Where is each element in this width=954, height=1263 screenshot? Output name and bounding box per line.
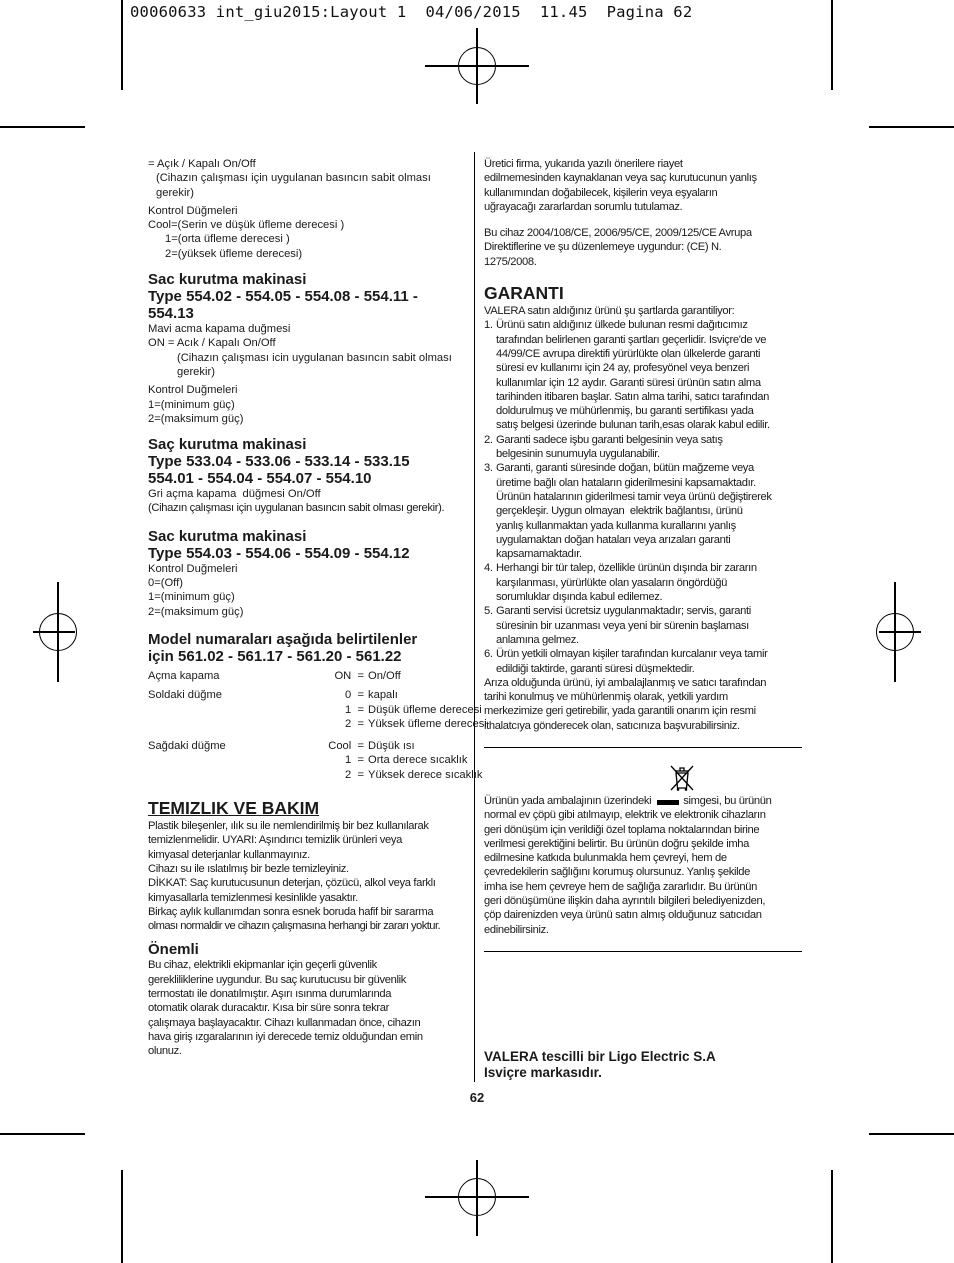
text-line: edildiği taktirde, garanti süresi düşmektedir.	[496, 662, 695, 675]
item-number: 5.	[484, 605, 493, 618]
text-line: tarihinden itibaren başlar. Satın alma tarihi, satıcı tarafından	[496, 390, 769, 403]
item-number: 1.	[484, 319, 493, 332]
text-line: normal ev çöpü gibi atılmayıp, elektrik ve elektronik cihazların	[484, 809, 766, 822]
warranty-item	[484, 461, 802, 561]
text-line: merkezimize geri getirebilir, yada garantili onarım için resmi	[484, 705, 756, 718]
text-line: Herhangi bir tür talep, özellikle ürünün dışında bir zararın	[496, 562, 757, 575]
text-line: ithalatcıya gönderecek olan, satıcınıza başvurabilirsiniz.	[484, 719, 740, 732]
crop-mark	[0, 126, 85, 128]
item-number: 4.	[484, 562, 493, 575]
text-line: edilmemesinden kaynaklanan veya saç kurutucunun yanlış	[484, 172, 757, 185]
text-line: 1=(minimum güç)	[148, 591, 235, 604]
text-line: Gri açma kapama düğmesi On/Off	[148, 488, 321, 501]
spec-value: Düşük üfleme derecesi	[368, 703, 482, 716]
text-line: anlamına gelmez.	[496, 633, 579, 646]
crop-mark	[869, 1133, 954, 1135]
text-line: temizlenmelidir. UYARI: Aşındırıcı temizlik ürünleri veya	[148, 834, 403, 847]
text-line: geri dönüşümüne ilişkin daha ayrıntılı bilgileri belediyenizden,	[484, 895, 766, 908]
crop-mark	[831, 1170, 833, 1263]
text-line: otomatik olarak duracaktır. Kısa bir süre sonra tekrar	[148, 1002, 390, 1015]
text-line: Kontrol Duğmeleri	[148, 384, 238, 397]
text-line: çöp dairenizden veya ürünü satın almış olduğunuz satıcıdan	[484, 909, 762, 922]
text-line: 0=(Off)	[148, 577, 183, 590]
text-line: verilmesi gerektiğini belirtir. Bu ürünün doğru şekilde imha	[484, 837, 750, 850]
crop-mark	[121, 1170, 123, 1263]
spec-label: Soldaki düğme	[148, 689, 223, 702]
text-line: (Cihazın çalışması için uygulanan basıncın sabit olması	[156, 172, 431, 185]
crop-mark	[0, 1133, 85, 1135]
text-line: geri dönüşüm için verildiği özel toplama noktalarından birine	[484, 823, 760, 836]
text-line: çalışmaya başlayacaktır. Cihazı kullanmadan önce, cihazın	[148, 1016, 421, 1029]
onemli-heading: Önemli	[148, 941, 199, 959]
crop-mark	[121, 0, 123, 90]
right-column	[484, 157, 802, 952]
text-line: 1275/2008.	[484, 255, 537, 268]
spec-value: Orta derece sıcaklık	[368, 754, 468, 767]
separator	[484, 951, 802, 952]
spec-key: ON =	[334, 669, 364, 682]
section-heading: Model numaraları aşağıda belirtilenler	[148, 630, 418, 648]
section-heading: Type 554.02 - 554.05 - 554.08 - 554.11 -	[148, 288, 418, 306]
text-line: Arıza olduğunda ürünü, iyi ambalajlanmış ve satıcı tarafından	[484, 676, 767, 689]
text-line: Direktiflerine ve şu düzenlemeye uygundur: (CE) N.	[484, 241, 722, 254]
text-line: gerçekleşir. Uygun olmayan elektrik bağlantısı, ürünü	[496, 505, 743, 518]
spec-value: Düşük ısı	[368, 740, 415, 753]
text-line: olunuz.	[148, 1045, 182, 1058]
brand-line: VALERA tescilli bir Ligo Electric S.A	[484, 1049, 716, 1064]
text-line: Bu cihaz, elektrikli ekipmanlar için geçerli güvenlik	[148, 959, 377, 972]
text-line: tarafından belirlenen garanti şartları geçerlidir. Isviçre'de ve	[496, 333, 767, 346]
text-line: DİKKAT: Saç kurutucusunun deterjan, çözücü, alkol veya farklı	[148, 877, 436, 890]
spec-value: Yüksek üfleme derecesi	[368, 717, 487, 730]
spec-value: Yüksek derece sıcaklık	[368, 768, 483, 781]
brand-note	[484, 1049, 802, 1081]
text-line: imha ise hem çevreye hem de sağlığa zararlıdır. Bu ürünün	[484, 880, 757, 893]
text-line: gerekir)	[177, 365, 215, 378]
spec-key: 1 =	[345, 754, 364, 767]
text-line: belgesinin sunumuyla uygulanabilir.	[496, 448, 660, 461]
text-line: üretime bağlı olan hataların giderilmesini kapsamaktadır.	[496, 476, 756, 489]
warranty-item	[484, 318, 802, 432]
text-line: simgesi, bu ürünün	[683, 794, 772, 807]
text-line: tarihi konulmuş ve mühürlenmiş olarak, yetkili yardım	[484, 691, 728, 704]
text-line: = Açık / Kapalı On/Off	[148, 158, 256, 170]
text-line: Garanti sadece işbu garanti belgesinin veya satış	[496, 433, 723, 446]
spec-value: kapalı	[368, 689, 398, 702]
page-number: 62	[469, 1090, 485, 1105]
temizlik-heading: TEMIZLIK VE BAKIM	[148, 798, 320, 819]
warranty-item	[484, 647, 802, 676]
weee-symbol-row	[484, 764, 802, 794]
text-line: kullanımlar için 12 aydır. Garanti süresi ürünün satın alma	[496, 376, 761, 389]
crop-mark	[869, 126, 954, 128]
text-line: hava giriş ızgaralarının iyi derecede temiz olduğundan emin	[148, 1030, 423, 1043]
text-line: (Cihazın çalışması icin uygulanan basıncın sabit olması	[177, 351, 452, 364]
section-heading: Type 554.03 - 554.06 - 554.09 - 554.12	[148, 544, 410, 562]
weee-bin-icon	[669, 764, 695, 796]
section-heading: 554.13	[148, 305, 194, 323]
text-line: süresi ev kullanımı için 24 ay, profesyönel veya benzeri	[496, 362, 750, 375]
section-heading: 554.01 - 554.04 - 554.07 - 554.10	[148, 470, 372, 488]
text-line: termostatı ile donatılmıştır. Aşırı ısınma durumlarında	[148, 987, 392, 1000]
warranty-item	[484, 604, 802, 647]
text-line: Cihazı su ile ıslatılmış bir bezle temizleyiniz.	[148, 862, 349, 875]
text-line: Ürün yetkili olmayan kişiler tarafından kurcalanır veya tamir	[496, 648, 768, 661]
spec-key: Cool =	[328, 740, 364, 753]
warranty-item	[484, 433, 802, 462]
spec-key: 2 =	[345, 768, 364, 781]
text-line: 44/99/CE avrupa direktifi yürürlükte olan ülkelerde garanti	[496, 347, 761, 360]
column-divider	[474, 152, 475, 1082]
text-line: 1=(minimum güç)	[148, 398, 235, 411]
text-line: Birkaç aylık kullanımdan sonra esnek boruda hafif bir sararma	[148, 905, 434, 918]
text-line: 1=(orta üfleme derecesi )	[165, 233, 290, 246]
left-column	[148, 157, 487, 1058]
spec-table	[148, 669, 487, 782]
text-line: olması normaldir ve cihazın çalışmasına herhangi bir zararı yoktur.	[148, 920, 441, 933]
spec-label: Açma kapama	[148, 669, 220, 682]
text-line: yanlış kullanmaktan yada kullanma kurallarını yanlış	[496, 519, 736, 532]
text-line: Ürünü satın aldığınız ülkede bulunan resmi dağıtıcımız	[496, 319, 748, 332]
text-line: çevredekilerin sağlığını korumuş olursunuz. Yanlış şekilde	[484, 866, 750, 879]
garanti-heading: GARANTI	[484, 283, 564, 304]
text-line: sorumluklar dışında kabul edilemez.	[496, 591, 663, 604]
item-number: 3.	[484, 462, 493, 475]
text-line: uygulamaktan doğan hataları veya arızaları garanti	[496, 533, 731, 546]
section-heading: Saç kurutma makinasi	[148, 436, 307, 454]
spec-key: 1 =	[345, 703, 364, 716]
text-line: VALERA satın aldığınız ürünü şu şartlarda garantiliyor:	[484, 305, 735, 318]
text-line: Kontrol Duğmeleri	[148, 562, 238, 575]
text-line: Kontrol Düğmeleri	[148, 204, 238, 217]
slug-header: 00060633 int_giu2015:Layout 1 04/06/2015 11.45 Pagina 62	[130, 3, 693, 21]
text-line: Mavi acma kapama duğmesi	[148, 323, 291, 336]
text-line: Garanti servisi ücretsiz uygulanmaktadır; servis, garanti	[496, 605, 751, 618]
text-line: kullanımından doğabilecek, kişilerin veya eşyaların	[484, 186, 718, 199]
text-line: uğrayacağı zararlardan sorumlu tutulamaz.	[484, 200, 683, 213]
text-line: gerekliliklerine uygundur. Bu saç kurutucusu bir güvenlik	[148, 973, 407, 986]
spec-key: 0 =	[345, 689, 364, 702]
spec-label: Sağdaki düğme	[148, 740, 226, 753]
weee-bar-icon	[657, 800, 679, 805]
text-line: satış belgesi üzerinde bulunan tarih,esas olarak kabul edilir.	[496, 419, 770, 432]
crop-mark	[831, 0, 833, 90]
brand-line: Isviçre markasıdır.	[484, 1065, 602, 1080]
text-line: doldurulmuş ve mühürlenmiş, bu garanti sertifikası yada	[496, 405, 754, 418]
item-number: 6.	[484, 648, 493, 661]
text-line: 2=(maksimum güç)	[148, 605, 244, 618]
text-line: Üretici firma, yukarıda yazılı önerilere riayet	[484, 158, 683, 170]
text-line: Ürünün yada ambalajının üzerindeki	[484, 794, 652, 807]
section-heading: için 561.02 - 561.17 - 561.20 - 561.22	[148, 647, 402, 665]
text-line: kapsamamaktadır.	[496, 548, 582, 561]
text-line: Ürünün hatalarının giderilmesi tamir veya ürünü değiştirerek	[496, 490, 772, 503]
text-line: karşılanması, yürürlükte olan yasaların öngördüğü	[496, 576, 727, 589]
text-line: süresinin bir uzanması veya yeni bir sürenin başlaması	[496, 619, 749, 632]
warranty-item	[484, 561, 802, 604]
text-line: Plastik bileşenler, ılık su ile nemlendirilmiş bir bez kullanılarak	[148, 820, 429, 833]
spec-value: On/Off	[368, 669, 401, 682]
text-line: edinebilirsiniz.	[484, 923, 549, 936]
text-line: (Cihazın çalışması için uygulanan basıncın sabit olması gerekir).	[148, 502, 445, 515]
section-heading: Sac kurutma makinasi	[148, 271, 307, 289]
section-heading: Type 533.04 - 533.06 - 533.14 - 533.15	[148, 453, 410, 471]
warranty-list	[484, 318, 802, 675]
text-line: edilmesine katkıda bulunmakla hem çevreyi, hem de	[484, 852, 727, 865]
text-line: gerekir)	[156, 186, 194, 199]
text-line: Garanti, garanti süresinde doğan, bütün mağzeme veya	[496, 462, 754, 475]
section-heading: Sac kurutma makinasi	[148, 527, 307, 545]
text-line: kimyasal deterjanlar kullanmayınız.	[148, 848, 310, 861]
text-line: 2=(maksimum güç)	[148, 412, 244, 425]
text-line: ON = Acık / Kapalı On/Off	[148, 337, 276, 350]
item-number: 2.	[484, 433, 493, 446]
text-line: kimyasallarla temizlenmesi kesinlikle yasaktır.	[148, 891, 358, 904]
text-line: 2=(yüksek üfleme derecesi)	[165, 247, 303, 260]
text-line: Bu cihaz 2004/108/CE, 2006/95/CE, 2009/125/CE Avrupa	[484, 227, 752, 240]
spec-key: 2 =	[345, 717, 364, 730]
text-line: Cool=(Serin ve düşük üfleme derecesi )	[148, 219, 345, 232]
